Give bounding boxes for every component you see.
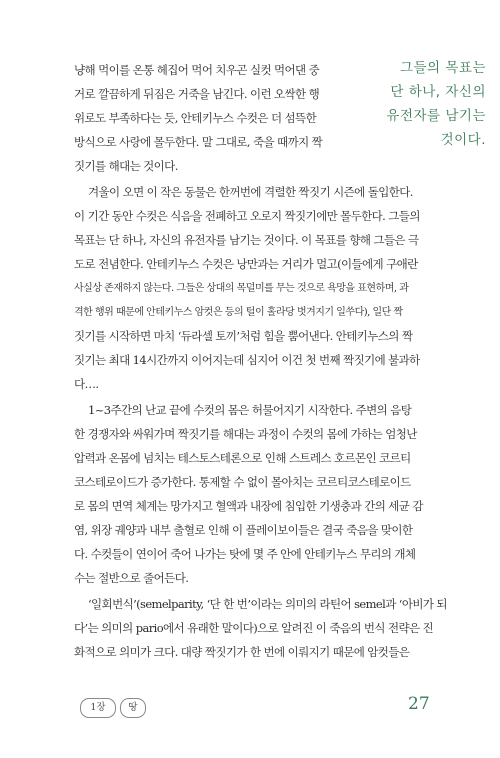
pull-quote-line: 유전자를 남기는 (386, 108, 486, 124)
text-line: 격한 행위 때문에 안테키누스 암컷은 등의 털이 홀라당 벗겨지기 일쑤다), 일단 짝 (74, 307, 403, 318)
text-line: 다. 수컷들이 연이어 죽어 나가는 탓에 몇 주 안에 안테키누스 무리의 개체 (74, 547, 416, 561)
text-line: 목표는 단 하나, 자신의 유전자를 남기는 것이다. 이 목표를 향해 그들은 극 (74, 233, 419, 247)
section-label: 땅 (120, 698, 146, 718)
text-line: ‘일회번식’(semelparity, ‘단 한 번’이라는 의미의 라틴어 semel과 ‘아비가 되 (88, 597, 447, 611)
text-line: 위로도 부족하다는 듯, 안테키누스 수컷은 더 섬뜩한 (74, 111, 317, 125)
text-line: 짓기를 시작하면 마치 ‘듀라셀 토끼’처럼 힘을 뿜어낸다. 안테키누스의 짝 (74, 329, 413, 343)
text-line: 화적으로 의미가 크다. 대량 짝짓기가 한 번에 이뤄지기 때문에 암컷들은 (74, 645, 410, 659)
chapter-label: 1장 (80, 698, 116, 718)
text-line: 코스테로이드가 증가한다. 통제할 수 없이 몰아치는 코르티코스테로이드 (74, 475, 411, 489)
text-line: 거로 깔끔하게 뒤짐은 거죽을 남긴다. 이런 오싹한 행 (74, 87, 320, 101)
text-line: 1~3주간의 난교 끝에 수컷의 몸은 허물어지기 시작한다. 주변의 음탕 (88, 403, 412, 417)
text-line: 압력과 온몸에 넘치는 테스토스테론으로 인해 스트레스 호르몬인 코르티 (74, 451, 411, 465)
page-number: 27 (408, 694, 430, 714)
text-line: 한 경쟁자와 싸워가며 짝짓기를 해대는 과정이 수컷의 몸에 가하는 엄청난 (74, 427, 417, 441)
text-line: 방식으로 사랑에 몰두한다. 말 그대로, 죽을 때까지 짝 (74, 135, 323, 149)
pull-quote-line: 것이다. (440, 132, 486, 148)
text-line: 냥해 먹이를 온통 헤집어 먹어 치우곤 실컷 먹어댄 중 (74, 63, 320, 77)
text-line: 도로 전념한다. 안테키누스 수컷은 낭만과는 거리가 멀고(이들에게 구애란 (74, 257, 418, 271)
text-line: 짓기를 해대는 것이다. (74, 159, 178, 173)
text-line: 짓기는 최대 14시간까지 이어지는데 심지어 이건 첫 번째 짝짓기에 불과하 (74, 353, 420, 367)
text-line: 수는 절반으로 줄어든다. (74, 571, 189, 585)
text-line: 다…. (74, 377, 99, 391)
text-line: 다’는 의미의 pario에서 유래한 말이다)으로 알려진 이 죽음의 번식 전략은 진 (74, 621, 434, 635)
text-line: 염, 위장 궤양과 내부 출혈로 인해 이 플레이보이들은 결국 죽음을 맞이한 (74, 523, 413, 537)
text-line: 이 기간 동안 수컷은 식음을 전폐하고 오로지 짝짓기에만 몰두한다. 그들의 (74, 209, 420, 223)
pull-quote-line: 단 하나, 자신의 (390, 84, 486, 100)
text-line: 로 몸의 면역 체계는 망가지고 혈액과 내장에 침입한 기생충과 간의 세균 감 (74, 499, 423, 513)
text-line: 사실상 존재하지 않는다. 그들은 상대의 목덜미를 무는 것으로 욕망을 표현하며, 과 (74, 283, 409, 294)
pull-quote-line: 그들의 목표는 (399, 60, 486, 76)
text-line: 겨울이 오면 이 작은 동물은 한꺼번에 격렬한 짝짓기 시즌에 돌입한다. (88, 185, 413, 199)
